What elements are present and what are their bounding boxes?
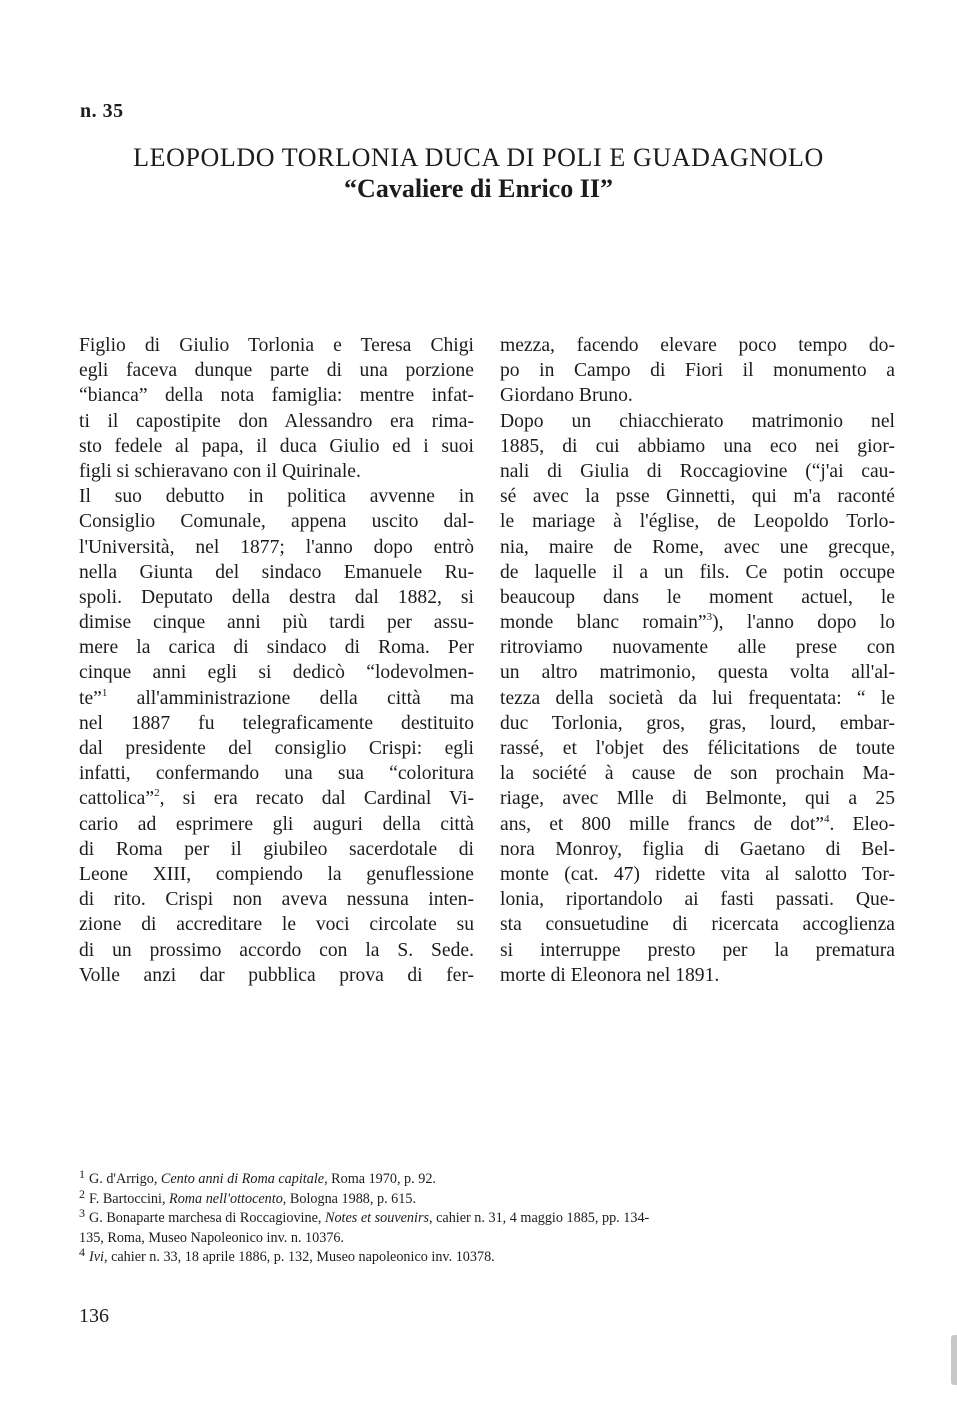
text-line: zione di accreditare le voci circolate su: [79, 914, 474, 936]
footnote-number: 2: [79, 1186, 85, 1201]
text-fragment: . Eleo-: [829, 813, 895, 835]
text-line: le mariage à l'église, de Leopoldo Torlo-: [500, 511, 895, 533]
text-line: di un prossimo accordo con la S. Sede.: [79, 939, 474, 961]
footnote-ref-3[interactable]: 3: [706, 611, 713, 624]
text-line: de laquelle il a un fils. Ce potin occupe: [500, 561, 895, 583]
text-line: sta consuetudine di ricercata accoglienza: [500, 914, 895, 936]
text-line: riage, avec Mlle di Belmonte, qui a 25: [500, 788, 895, 810]
text-line: duc Torlonia, gros, gras, lourd, embar-: [500, 712, 895, 734]
text-line: ti il capostipite don Alessandro era rima-: [79, 410, 474, 432]
text-line: Il suo debutto in politica avvenne in: [79, 486, 474, 508]
text-line: lonia, riportandolo ai fasti passati. Que-: [500, 889, 895, 911]
text-line: cario ad esprimere gli auguri della città: [79, 813, 474, 835]
text-line: di rito. Crispi non aveva nessuna inten-: [79, 889, 474, 911]
text-line: 1885, di cui abbiamo una eco nei gior-: [500, 435, 895, 457]
footnote-2: [79, 1186, 899, 1210]
text-line: [79, 786, 474, 811]
footnote-text: G. d'Arrigo,: [89, 1171, 161, 1187]
text-line: morte di Eleonora nel 1891.: [500, 964, 720, 986]
footnote-text: F. Bartoccini,: [89, 1190, 170, 1207]
text-fragment: all'amministrazione della città ma: [107, 687, 474, 709]
footnote-number: 3: [79, 1206, 85, 1220]
text-line: rassé, et l'objet des félicitations de toute: [500, 738, 895, 759]
text-column-right: [500, 333, 895, 988]
text-line: mezza, facendo elevare poco tempo do-: [500, 335, 895, 356]
text-line: nia, maire de Rome, avec une grecque,: [500, 536, 895, 558]
text-fragment: te”: [79, 687, 102, 709]
text-line: po in Campo di Fiori il monumento a: [500, 360, 895, 382]
footnote-3-continued: 135, Roma, Museo Napoleonico inv. n. 10376.: [79, 1229, 345, 1246]
text-line: tezza della società da lui frequentata: “ le: [500, 687, 895, 709]
footnote-text: , cahier n. 31, 4 maggio 1885, pp. 134-: [429, 1210, 650, 1226]
text-line: Volle anzi dar pubblica prova di fer-: [79, 964, 474, 986]
page-number: 136: [79, 1305, 109, 1327]
footnote-ref-4[interactable]: 4: [823, 812, 830, 825]
text-line: nella Giunta del sindaco Emanuele Ru-: [79, 561, 474, 583]
entry-number: n. 35: [80, 100, 124, 122]
text-line: la société à cause de son prochain Ma-: [500, 763, 895, 785]
text-line: [500, 812, 895, 837]
text-line: Dopo un chiacchierato matrimonio nel: [500, 410, 895, 432]
text-line: dal presidente del consiglio Crispi: egli: [79, 738, 474, 759]
text-line: figli si schieravano con il Quirinale.: [79, 460, 361, 482]
footnote-title: Roma nell'ottocento: [169, 1190, 283, 1207]
text-line: l'Università, nel 1877; l'anno dopo entrò: [79, 536, 474, 558]
footnote-title: Ivi: [89, 1249, 104, 1265]
page-title: LEOPOLDO TORLONIA DUCA DI POLI E GUADAGNOLO: [133, 143, 824, 172]
text-line: Giordano Bruno.: [500, 385, 633, 407]
footnote-number: 1: [79, 1167, 85, 1181]
text-line: nora Monroy, figlia di Gaetano di Bel-: [500, 838, 895, 860]
text-line: un altro matrimonio, questa volta all'al-: [500, 662, 895, 684]
footnote-1: [79, 1167, 899, 1190]
text-fragment: cattolica”: [79, 788, 155, 810]
footnote-text: , Bologna 1988, p. 615.: [282, 1190, 416, 1207]
footnote-4: [79, 1245, 899, 1268]
text-line: dimise cinque anni più tardi per assu-: [79, 612, 474, 634]
text-line: sto fedele al papa, il duca Giulio ed i suoi: [79, 435, 474, 457]
footnote-text: G. Bonaparte marchesa di Roccagiovine,: [89, 1210, 325, 1226]
text-line: cinque anni egli si dedicò “lodevolmen-: [79, 662, 474, 684]
text-fragment: monde blanc romain”: [500, 612, 707, 634]
text-line: di Roma per il giubileo sacerdotale di: [79, 838, 474, 860]
text-fragment: ans, et 800 mille francs de dot”: [500, 813, 824, 835]
text-line: si interruppe presto per la prematura: [500, 939, 895, 961]
footnote-number: 4: [79, 1245, 85, 1259]
text-column-left: [79, 333, 474, 988]
text-line: mere la carica di sindaco di Roma. Per: [79, 637, 474, 659]
text-line: beaucoup dans le moment actuel, le: [500, 586, 895, 608]
footnote-ref-1[interactable]: 1: [101, 686, 108, 699]
text-line: Leone XIII, compiendo la genuflessione: [79, 863, 474, 885]
text-line: sé avec la psse Ginnetti, qui m'a raconté: [500, 486, 895, 508]
text-line: nel 1887 fu telegraficamente destituito: [79, 712, 474, 734]
text-line: Consiglio Comunale, appena uscito dal-: [79, 511, 474, 533]
text-fragment: ), l'anno dopo lo: [712, 612, 895, 634]
text-line: ritroviamo nuovamente alle prese con: [500, 637, 895, 659]
text-line: monte (cat. 47) ridette vita al salotto Tor-: [500, 863, 895, 885]
footnote-title: Notes et souvenirs: [324, 1210, 430, 1226]
footnote-3: [79, 1206, 899, 1229]
footnotes: [79, 1167, 899, 1268]
text-line: [79, 686, 474, 711]
page-subtitle: “Cavaliere di Enrico II”: [344, 174, 613, 203]
text-line: egli faceva dunque parte di una porzione: [79, 360, 474, 382]
text-line: spoli. Deputato della destra dal 1882, si: [79, 586, 474, 608]
text-line: Figlio di Giulio Torlonia e Teresa Chigi: [79, 335, 474, 356]
page-edge-shadow: [951, 1335, 957, 1385]
text-line: nali di Giulia di Roccagiovine (“j'ai cau-: [500, 460, 895, 482]
footnote-ref-2[interactable]: 2: [154, 787, 160, 800]
footnote-text: , Roma 1970, p. 92.: [324, 1171, 436, 1187]
text-line: “bianca” della nota famiglia: mentre infat-: [79, 385, 474, 407]
footnote-title: Cento anni di Roma capitale: [160, 1171, 325, 1187]
footnote-text: , cahier n. 33, 18 aprile 1886, p. 132, Museo napoleonico inv. 10378.: [103, 1249, 495, 1265]
text-fragment: , si era recato dal Cardinal Vi-: [159, 788, 474, 810]
text-line: [500, 610, 895, 635]
text-line: infatti, confermando una sua “coloritura: [79, 763, 474, 785]
